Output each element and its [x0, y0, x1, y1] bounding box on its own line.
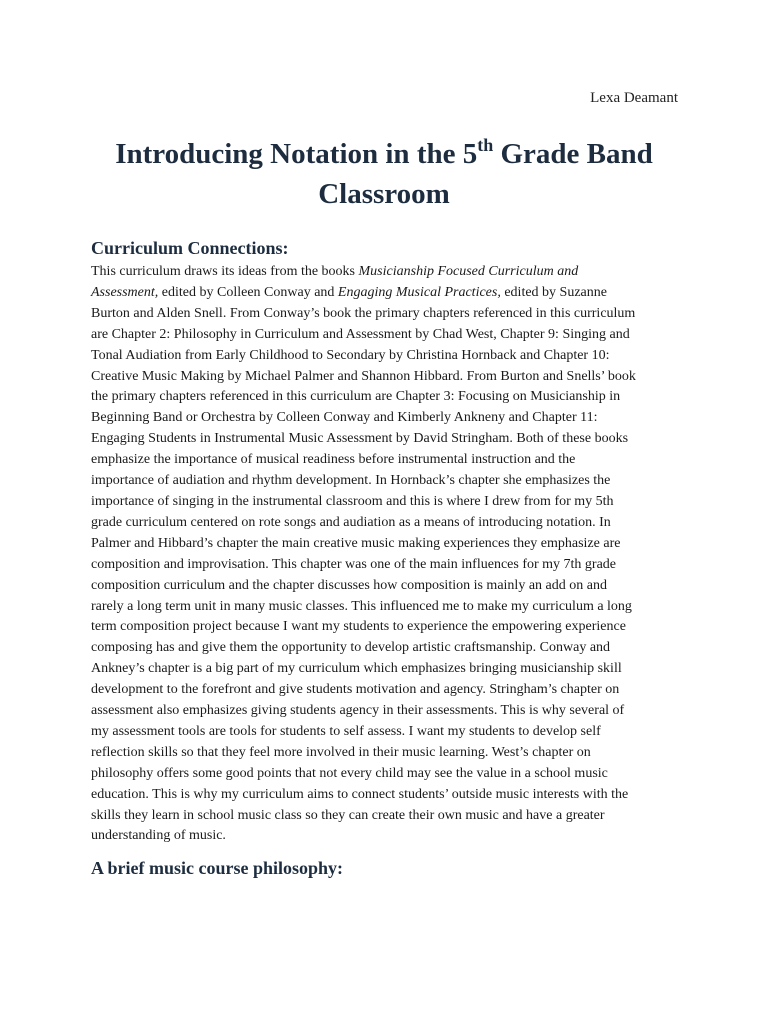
- paragraph-text: edited by Suzanne: [500, 284, 607, 300]
- paragraph-line: [91, 283, 677, 304]
- paragraph-line: are Chapter 2: Philosophy in Curriculum and Assessment by Chad West, Chapter 9: Singing and: [91, 326, 630, 342]
- paragraph-line: the primary chapters referenced in this curriculum are Chapter 3: Focusing on Musicianship in: [91, 389, 621, 405]
- paragraph-line: rarely a long term unit in many music classes. This influenced me to make my curriculum a long: [91, 598, 632, 614]
- author-name: Lexa Deamant: [590, 90, 678, 106]
- title-text-part2: Grade Band: [493, 138, 653, 170]
- paragraph-line: Ankney’s chapter is a big part of my curriculum which emphasizes bringing musicianship skill: [91, 661, 622, 677]
- book-title-italic: Assessment,: [91, 284, 159, 300]
- section-heading-curriculum: Curriculum Connections:: [91, 238, 289, 258]
- paragraph-text: This curriculum draws its ideas from the books: [91, 264, 359, 279]
- paragraph-line: term composition project because I want my students to experience the empowering experience: [91, 619, 626, 635]
- paragraph-line: skills they learn in school music class so they can create their own music and have a greater: [91, 807, 605, 823]
- paragraph-line: Creative Music Making by Michael Palmer and Shannon Hibbard. From Burton and Snells’ book: [91, 368, 636, 384]
- paragraph-line: Palmer and Hibbard’s chapter the main creative music making experiences they emphasize are: [91, 535, 621, 551]
- paragraph-line: my assessment tools are tools for students to self assess. I want my students to develop self: [91, 723, 601, 739]
- section-heading-philosophy: A brief music course philosophy:: [91, 858, 344, 878]
- curriculum-paragraph: [91, 262, 677, 847]
- book-title-italic: Engaging Musical Practices,: [337, 284, 501, 300]
- title-superscript: th: [477, 135, 494, 155]
- paragraph-line: importance of audiation and rhythm development. In Hornback’s chapter she emphasizes the: [91, 473, 611, 489]
- paragraph-line: Engaging Students in Instrumental Music Assessment by David Stringham. Both of these books: [91, 431, 629, 447]
- book-title-italic: Musicianship Focused Curriculum and: [358, 264, 579, 279]
- paragraph-line: Burton and Alden Snell. From Conway’s book the primary chapters referenced in this curriculum: [91, 305, 636, 321]
- paragraph-line: grade curriculum centered on rote songs and audiation as a means of introducing notation. In: [91, 514, 611, 530]
- document-title: [60, 134, 708, 214]
- paragraph-line: composition curriculum and the chapter discusses how composition is mainly an add on and: [91, 577, 607, 593]
- title-text-part1: Introducing Notation in the 5: [115, 138, 478, 170]
- paragraph-line: understanding of music.: [91, 828, 226, 844]
- paragraph-line: Beginning Band or Orchestra by Colleen Conway and Kimberly Ankneny and Chapter 11:: [91, 410, 598, 426]
- paragraph-line: philosophy offers some good points that not every child may see the value in a school music: [91, 765, 608, 781]
- paragraph-line: reflection skills so that they feel more involved in their music learning. West’s chapter on: [91, 744, 591, 760]
- paragraph-line: [91, 262, 677, 283]
- paragraph-line: assessment also emphasizes giving students agency in their assessments. This is why several of: [91, 703, 625, 719]
- paragraph-line: development to the forefront and give students motivation and agency. Stringham’s chapter on: [91, 682, 620, 698]
- paragraph-line: emphasize the importance of musical readiness before instrumental instruction and the: [91, 452, 576, 468]
- paragraph-text: edited by Colleen Conway and: [158, 284, 338, 300]
- paragraph-line: education. This is why my curriculum aims to connect students’ outside music interests with the: [91, 786, 629, 802]
- paragraph-line: composition and improvisation. This chapter was one of the main influences for my 7th grade: [91, 556, 617, 572]
- paragraph-line: Tonal Audiation from Early Childhood to Secondary by Christina Hornback and Chapter 10:: [91, 347, 610, 363]
- paragraph-line: importance of singing in the instrumental classroom and this is where I drew from for my 5th: [91, 493, 614, 509]
- title-text-line2: Classroom: [318, 178, 450, 210]
- paragraph-line: composing has and give them the opportunity to develop artistic craftsmanship. Conway and: [91, 640, 611, 656]
